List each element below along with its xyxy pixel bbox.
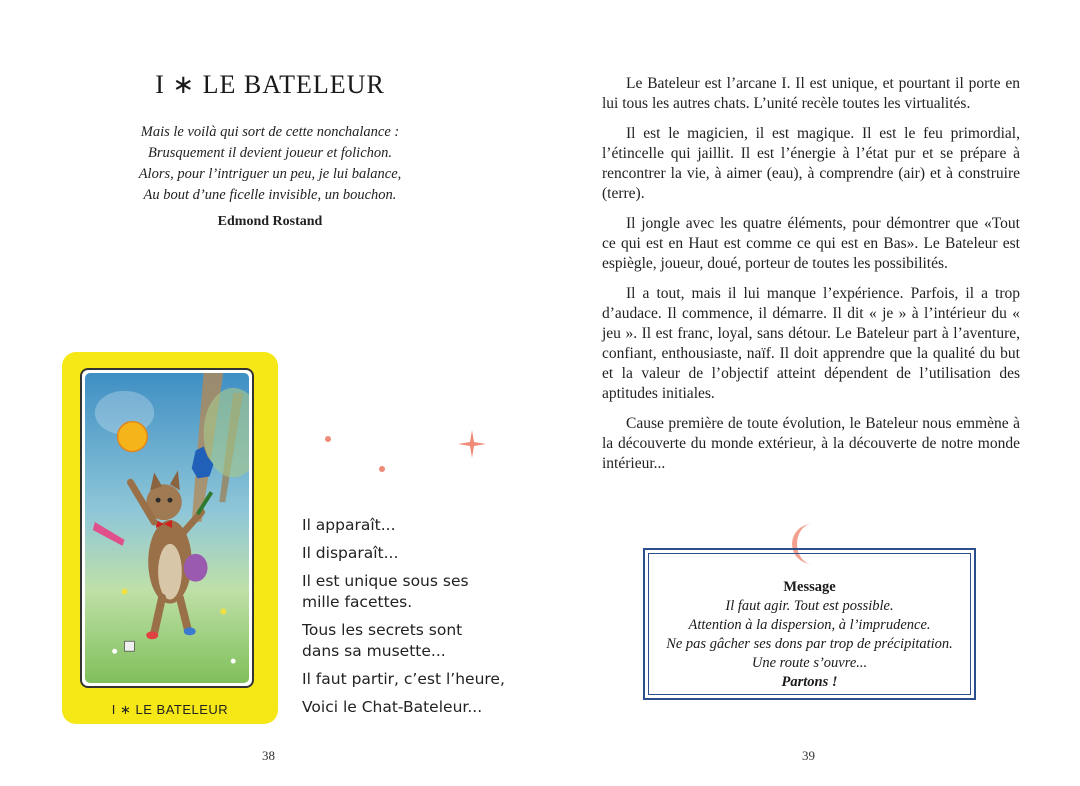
poem-stanza <box>302 669 532 690</box>
message-box <box>643 548 976 700</box>
epigraph-line: Alors, pour l’intriguer un peu, je lui balance, <box>138 166 402 182</box>
epigraph-line: Au bout d’une ficelle invisible, un bouchon. <box>143 187 397 203</box>
page-number-right: 39 <box>802 748 815 763</box>
message-line: Attention à la dispersion, à l’imprudence. <box>688 617 931 633</box>
message-closing: Partons ! <box>781 674 838 690</box>
card-label: I ∗ LE BATELEUR <box>111 702 229 717</box>
poem-stanza <box>302 620 532 662</box>
page-number-left: 38 <box>262 748 275 763</box>
message-title: Message <box>783 579 836 595</box>
message-line: Ne pas gâcher ses dons par trop de précipitation. <box>666 636 953 652</box>
paragraph: Le Bateleur est l’arcane I. Il est unique, et pourtant il porte en lui tous les autres chats. L’unité recèle toutes les virtualités. <box>602 75 1020 112</box>
poem-stanza <box>302 697 532 718</box>
paragraph: Il a tout, mais il lui manque l’expérience. Parfois, il a trop d’audace. Il commence, il démarre. Il dit « je » à l’intérieur du « jeu ». Il est franc, loyal, sans détour. Le Bateleur part à l’aventure, confiant, enthousiaste, naïf. Il doit apprendre que la qualité du but et la valeur de l’objectif atteint dépendent de l’utilisation des aptitudes initiales. <box>602 285 1020 402</box>
paragraph: Il jongle avec les quatre éléments, pour démontrer que «Tout ce qui est en Haut est comme ce qui est en Bas». Le Bateleur est espiègle, joueur, doué, porteur de toutes les possibilités. <box>602 215 1020 272</box>
poem-line: Il faut partir, c’est l’heure, <box>302 670 505 688</box>
poem-stanza <box>302 515 532 536</box>
poem-line: dans sa musette... <box>302 642 446 660</box>
epigraph-line: Brusquement il devient joueur et folichon. <box>147 145 393 161</box>
paragraph: Cause première de toute évolution, le Bateleur nous emmène à la découverte du monde extérieur, à la découverte de notre monde intérieur... <box>602 415 1020 472</box>
cat-juggler-illustration <box>85 373 249 683</box>
epigraph-author: Edmond Rostand <box>217 214 323 229</box>
message-line: Il faut agir. Tout est possible. <box>725 598 894 614</box>
decorative-dot <box>325 436 331 442</box>
card-frame <box>80 368 254 688</box>
poem-line: Voici le Chat-Bateleur... <box>302 698 483 716</box>
message-inner-frame <box>648 553 971 695</box>
poem-stanza <box>302 543 532 564</box>
epigraph-line: Mais le voilà qui sort de cette nonchalance : <box>140 124 400 140</box>
poem <box>302 515 532 725</box>
tarot-card <box>62 352 278 724</box>
epigraph <box>80 122 460 206</box>
decorative-dot <box>379 466 385 472</box>
body-text <box>602 74 1020 484</box>
chapter-title: I ∗ LE BATELEUR <box>155 70 385 99</box>
message-line: Une route s’ouvre... <box>751 655 868 671</box>
poem-line: Il apparaît... <box>302 516 396 534</box>
poem-line: Tous les secrets sont <box>302 621 463 639</box>
poem-line: Il est unique sous ses <box>302 572 469 590</box>
sparkle-star-icon <box>456 428 488 460</box>
poem-stanza <box>302 571 532 613</box>
poem-line: mille facettes. <box>302 593 413 611</box>
paragraph: Il est le magicien, il est magique. Il est le feu primordial, l’étincelle qui jaillit. Il est l’énergie à l’état pur et se prépare à rencontrer la vie, à aimer (eau), à comprendre (air) et à construire (terre). <box>602 125 1020 202</box>
poem-line: Il disparaît... <box>302 544 399 562</box>
